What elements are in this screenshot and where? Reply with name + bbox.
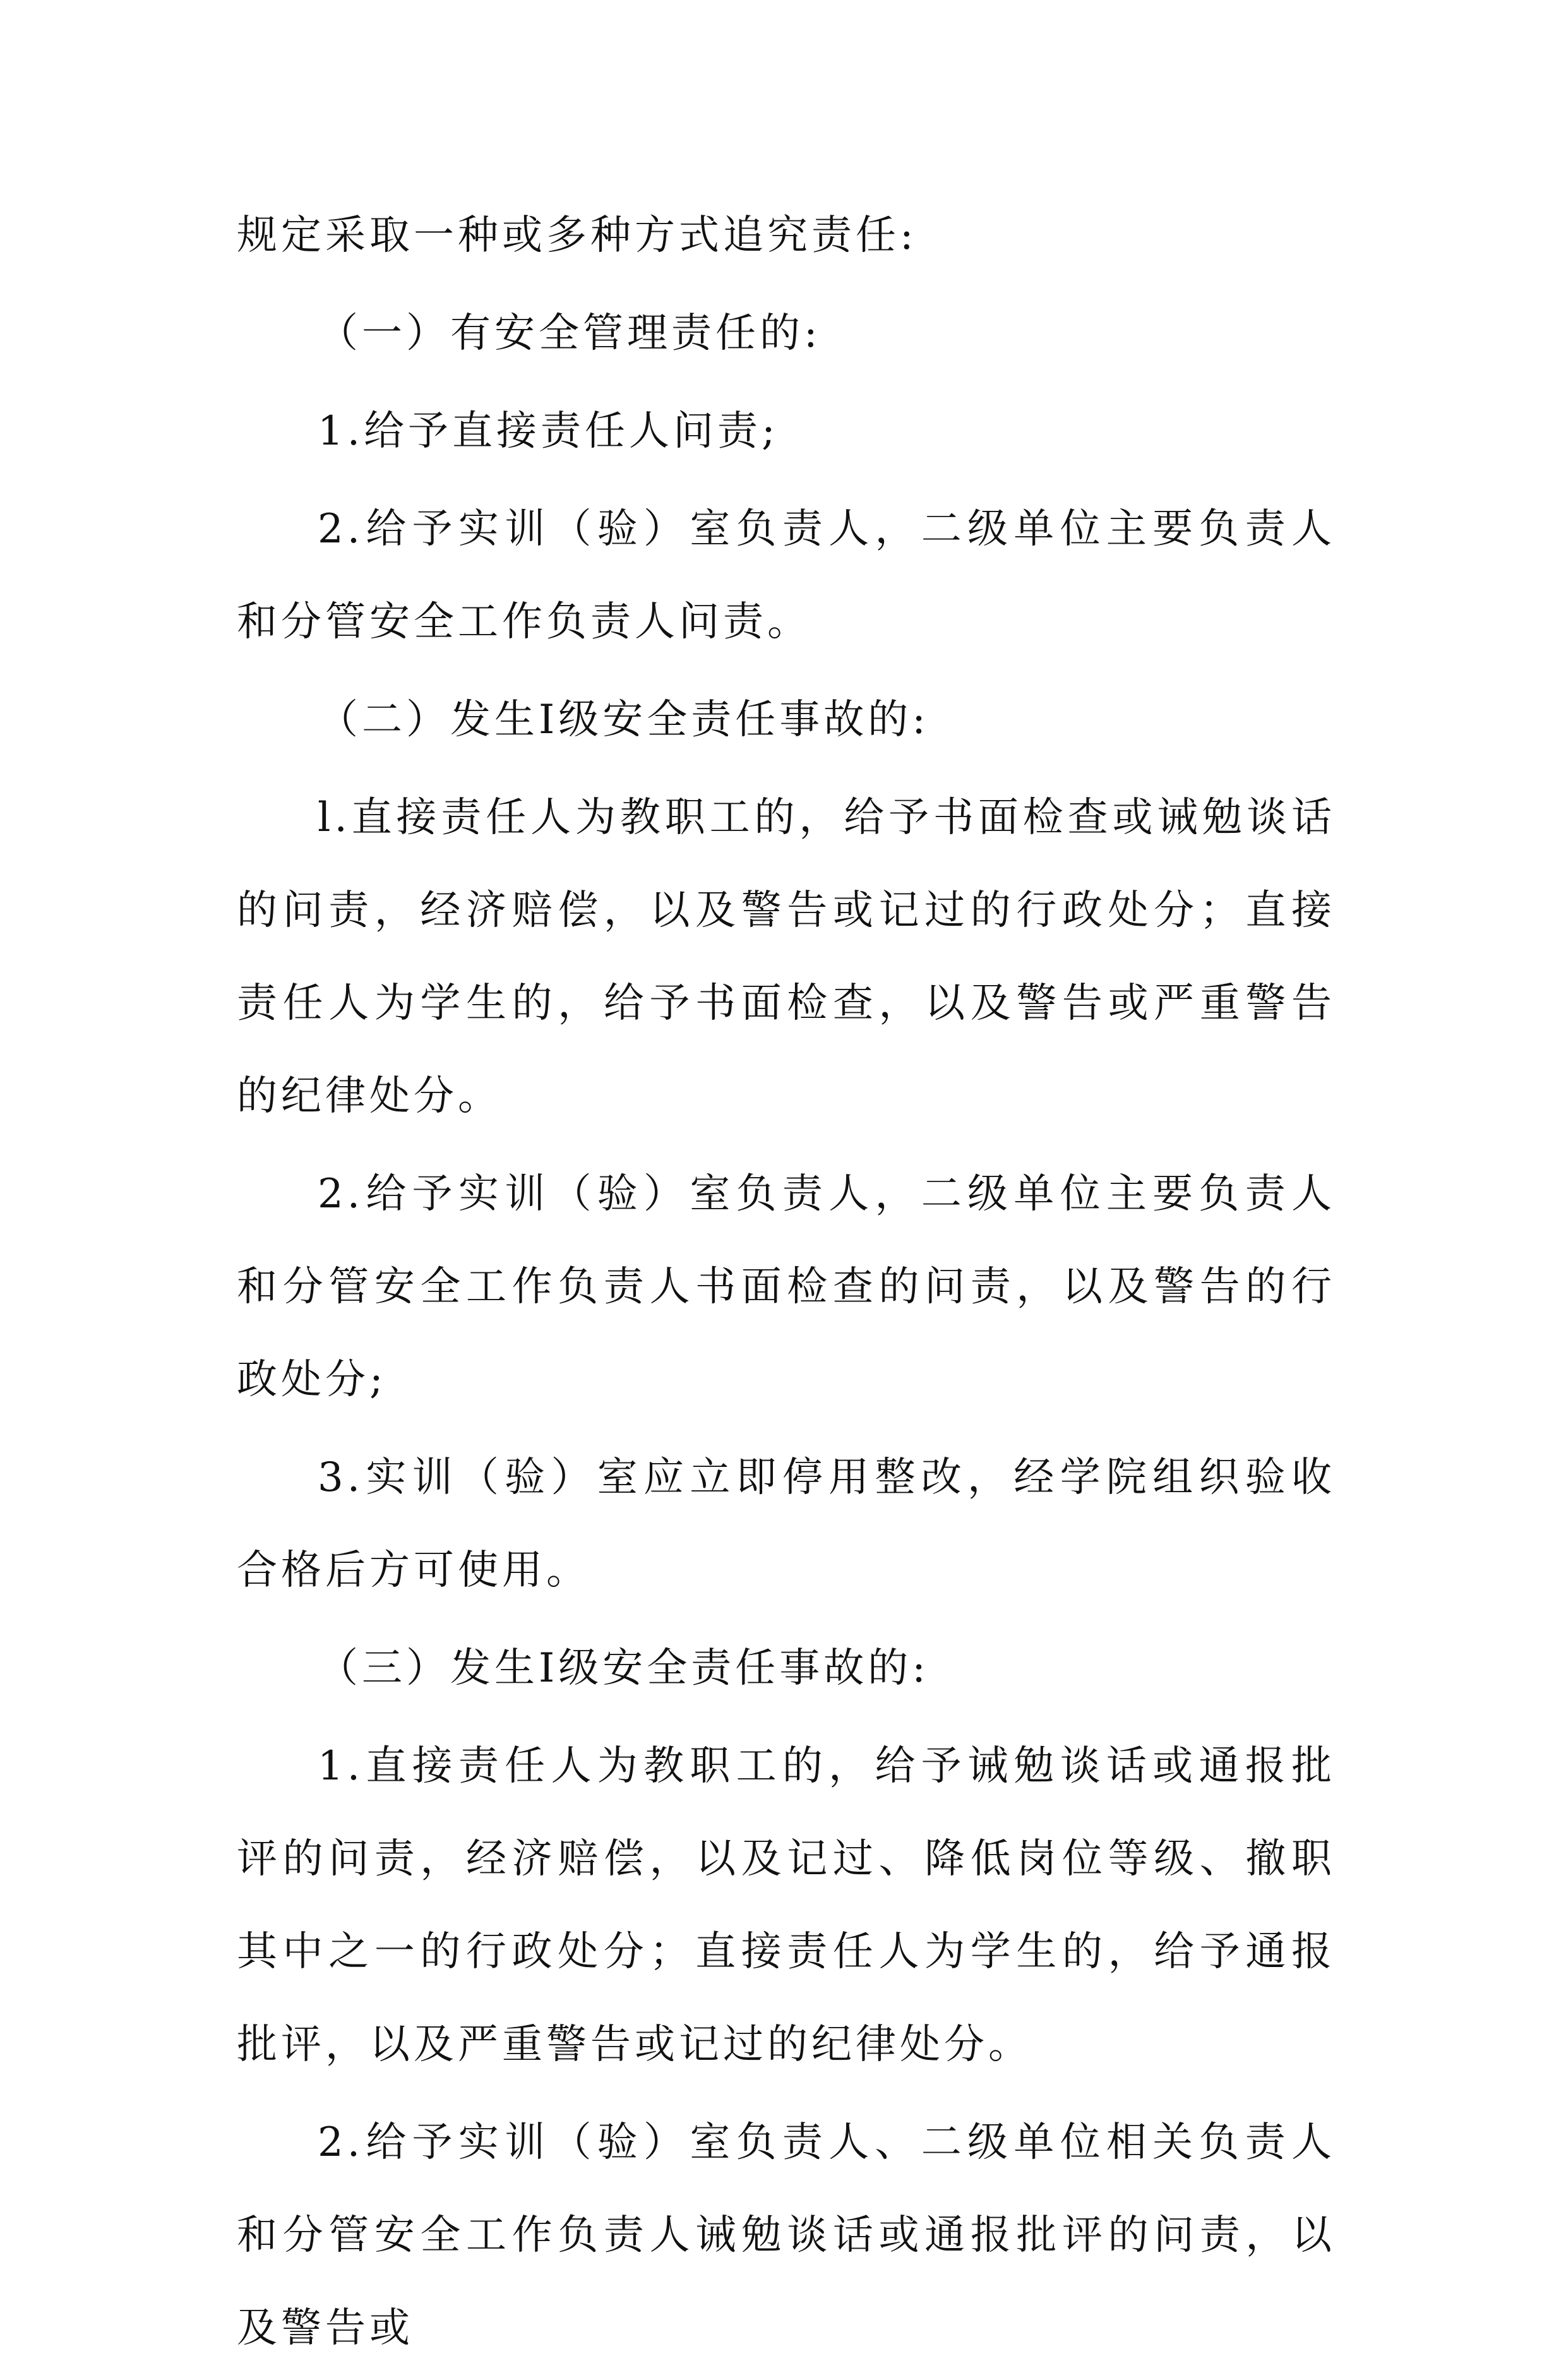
section-heading-3: （三）发生I级安全责任事故的: [318,1645,929,1692]
list-item-3-2: 2.给予实训（验）室负责人、二级单位相关负责人和分管安全工作负责人诫勉谈话或通报批评的问责，以及警告或 [237,2119,1336,2352]
list-item-2-1: l.直接责任人为教职工的，给予书面检查或诫勉谈话的问责，经济赔偿，以及警告或记过的行政处分；直接责任人为学生的，给予书面检查，以及警告或严重警告的纪律处分。 [237,794,1336,1120]
document-body [237,189,1336,2380]
section-heading-1: （一）有安全管理责任的: [318,310,822,357]
list-item-1-2: 2.给予实训（验）室负责人，二级单位主要负责人和分管安全工作负责人问责。 [237,506,1336,645]
section-heading-2: （二）发生I级安全责任事故的: [318,697,929,743]
list-item-3-1: 1.直接责任人为教职工的，给予诫勉谈话或通报批评的问责，经济赔偿，以及记过、降低岗位等级、撤职其中之一的行政处分；直接责任人为学生的，给予通报批评，以及严重警告或记过的纪律处分。 [237,1743,1336,2068]
list-item-2-3: 3.实训（验）室应立即停用整改，经学院组织验收合格后方可使用。 [237,1454,1336,1594]
list-item-2-2: 2.给予实训（验）室负责人，二级单位主要负责人和分管安全工作负责人书面检查的问责，以及警告的行政处分; [237,1171,1336,1403]
paragraph-continuation: 规定采取一种或多种方式追究责任: [237,212,917,259]
list-item-1-1: 1.给予直接责任人问责; [318,408,779,455]
